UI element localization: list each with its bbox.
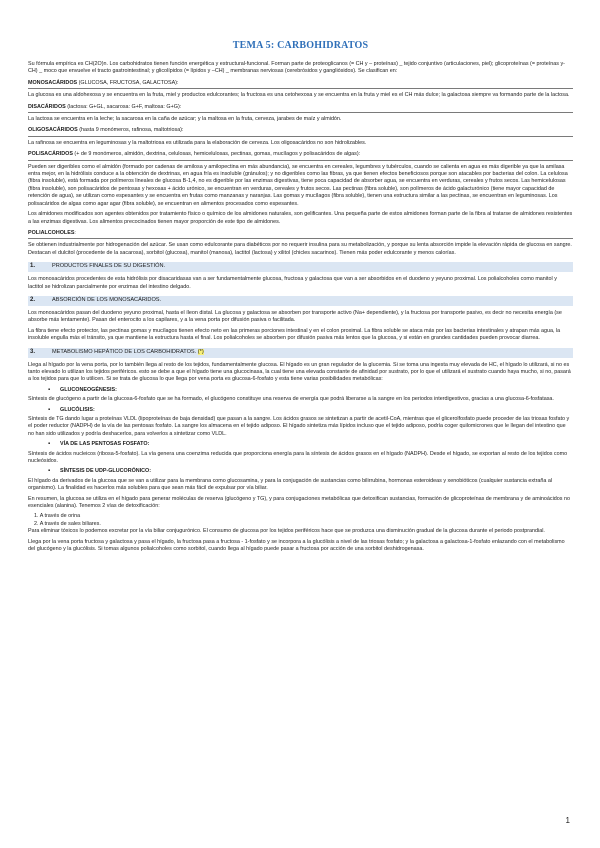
subheading-label: POLISACÁRIDOS	[28, 151, 73, 158]
polialcoholes-paragraph: Se obtienen industrialmente por hidrogenación del azúcar. Se usan como edulcorante para diabéticos por no requerir insulina para su metabolización, y porque su lenta absorción impide la elevación rápida de glucosa en sangre. Destacan el dulcitol (procedente de la sacarosa), sorbitol (glucosa), manitol (manosa), lactitol (lactosa) y xilitol (chicles sacarinos). Tienen más poder edulcorante y menos calorías.	[28, 242, 572, 256]
list-item: 1. A través de orina	[34, 513, 81, 520]
section-label-text: METABOLISMO HEPÁTICO DE LOS CARBOHIDRATOS.	[52, 348, 197, 355]
subheading-oligosacaridos	[28, 126, 573, 136]
highlight-mark: (*)	[197, 348, 204, 355]
section-number: 2.	[30, 297, 36, 304]
bullet-udp-glucoronico: ▪ SÍNTESIS DE UDP-GLUCORÓNICO:	[28, 468, 573, 475]
subheading-detail: (hasta 9 monómeros, rafinosa, maltotriosa):	[77, 127, 184, 134]
section-1-paragraph: Los monosacáridos procedentes de esta hidrólisis por disacaridasas van a ser fundamentalmente glucosa, fructosa y galactosa que van a ser absorbidos en el duodeno y yeyuno proximal. Los polialcoholes como manitol y lactitol se hidrolizan parcialmente por enzimas del intestino delgado.	[28, 276, 557, 290]
intro-paragraph: Su fórmula empírica es CH(2O)n. Los carbohidratos tienen función energética y estructural-funcional. Forman parte de proteoglicanos (= CH y – proteínas) _ tejido conjuntivo (articulaciones, piel); glicoproteínas (= proteínas y- CH) _ moco que envuelve el tracto gastrointestinal; y glicolípidos (= lípidos y –CH) _ membranas nerviosas (cerebrósidos y gangliósidos). Se clasifican en:	[28, 61, 565, 75]
subheading-disacaridos	[28, 103, 573, 113]
udp-paragraph: El hígado da derivados de la glucosa que se van a utilizar para la membrana como glucosamina, y para la conjugación de sustancias como bilirrubina, hormonas esteroideas y xenobióticos (cualquier sustancia extraña al organismo). La finalidad es hacerlos más solubles para que sean más fácil de expulsar por vía biliar.	[28, 477, 553, 492]
subheading-label: POLIALCOHOLES	[28, 229, 75, 236]
polisacaridos-paragraph-1	[28, 164, 573, 208]
bullet-pentosas-fosfato: ▪ VÍA DE LAS PENTOSAS FOSFATO:	[28, 441, 573, 448]
polisacaridos-text-2: digerible por las enzimas digestivas, tiene poca capacidad de absorber agua, se encuentra en verduras, cereales y frutos secos. Las hemicelulosas (fibra insoluble), son polisacáridos de pentosas y hexosas + ácido urónico, se encuentran en verduras, cereales y frutos secos. Las pectinas (fibra soluble), son polímeros de ácido galacturónico (tiene mayor capacidad de retención de agua), se utilizan como espesantes y se encuentra en frutas como manzanas y naranjas. Las gomas y mucílagos (fibra soluble), tienen una estructura similar a las pectinas, se encuentran en leguminosas. Los polisacáridos de algas como agar agar (fibra soluble), se encuentran en alimentos procesados como espesantes.	[28, 178, 566, 207]
subheading-detail: (GLUCOSA, FRUCTOSA, GALACTOSA):	[77, 79, 179, 86]
subheading-monosacaridos	[28, 79, 573, 89]
pentosas-paragraph: Síntesis de ácidos nucleicos (ribosa-5-fosfato). La vía genera una coenzima reducida que proporciona energía para la síntesis de ácidos grasos en el hígado (NADPH). Desde el hígado, se exportan al resto de los tejidos como nucleósidos.	[28, 450, 568, 465]
page-number: 1	[565, 816, 570, 825]
final-paragraph-1: Para eliminar tóxicos lo podemos excretar por la vía biliar conjugurónico. El consumo de glucosa por los tejidos periféricos hace que se produzca una disminución gradual de la glucosa durante el periodo postprandial.	[28, 528, 545, 535]
section-2-paragraph-1: Los monosacáridos pasan del duodeno yeyuno proximal, hasta el íleon distal. La glucosa y galactosa se absorben por transporte activo (Na+ dependiente), y la fructosa por transporte pasivo, es decir no necesita energía (se absorbe más lentamente). Pasan del enterocito a los capilares, y a la vena porta por difusión pasiva o facilitada.	[28, 309, 562, 324]
subheading-label: MONOSACÁRIDOS	[28, 79, 78, 86]
subheading-detail: (+ de 9 monómeros, almidón, dextrina, celulosas, hemicelulosas, pectinas, gomas, mucílagos y polisacáridos de algas):	[72, 151, 361, 158]
summary-paragraph: En resumen, la glucosa se utiliza en el hígado para generar moléculas de reserva (glucógeno y TG), y para conjugaciones metabólicas que detoxifican sustancias, formación de glicoproteínas de membrana y de aminoácidos no esenciales (alanina). Tenemos 2 vías de detoxificación:	[28, 495, 570, 510]
gluconeogenesis-paragraph: Síntesis de glucógeno a partir de la glucosa-6-fosfato que se ha formado, el glucógeno constituye una reserva de energía que podrá liberarse a la sangre en los periodos interdigestivos, gracias a una glucosa-6-fosfatasa.	[28, 396, 554, 403]
subheading-label: OLIGOSACÁRIDOS	[28, 127, 78, 134]
section-heading-1	[28, 262, 573, 272]
subheading-polisacaridos	[28, 150, 573, 160]
subheading-detail: :	[74, 229, 76, 236]
polisacaridos-text-1: Pueden ser digeribles como el almidón (formado por cadenas de amilosa y amilopectina en más abundancia), se encuentra en cereales, legumbres y tubérculos, cuando se calienta en agua es más digerible ya que la amilasa entra mejor, en la hidrólisis conduce a la obtención de dextrinas, en agua fría es insoluble (gránulos); y no digeribles como las fibras, ya que tienen efectos beneficiosos porque son atacables por bacterias del colon. La celulosa (fibra insoluble), está formada por polímeros lineales de glucosa B-1,4, no es	[28, 163, 568, 185]
monosacaridos-paragraph: La glucosa es una aldohexosa y se encuentra en la fruta, miel y productos edulcorantes; la fructosa es una cetohexosa y se encuentra en la fruta y miel es el CH más dulce; la galactosa siempre va formando parte de la lactosa.	[28, 92, 570, 99]
bullet-glucolisis: ▪ GLUCÓLISIS:	[28, 407, 573, 414]
section-heading-2	[28, 296, 573, 306]
section-label: ABSORCIÓN DE LOS MONOSACÁRIDOS.	[52, 297, 162, 304]
list-item: 2. A través de sales biliares.	[34, 520, 101, 527]
section-label	[52, 349, 204, 356]
section-3-paragraph: Llega al hígado por la vena porta, por lo también llega al resto de los tejidos, fundamentalmente glucosa. El hígado es un gran regulador de la glucemia. Si se toma una ingesta muy elevada de HC, el hígado lo utilizará, si no es tanto elevado lo utilizan los tejidos periféricos. esto se debe a que el hígado tiene una glucocinasa, la cual tiene una elevada constante de afinidad por sustrato, por lo que el utilizará el sustrato cuando haya mucho, si no, pasará a los tejidos para que lo utilicen. Si se trata de glucosa lo que llega por vena porta es glucosa-6-fosfato y esta tiene varias posibilidades metabólicas:	[28, 361, 571, 383]
section-heading-3	[28, 348, 573, 358]
bullet-gluconeogenesis: ▪ GLUCONEOGÉNESIS:	[28, 387, 573, 394]
section-number: 3.	[30, 348, 36, 355]
section-2-paragraph-2: La fibra tiene efecto protector, las pectinas gomas y mucílagos tienen efecto neto en las primeras porciones intestinal y en el colon proximal. La fibra soluble se ataca más por las bacterias intestinales y atrapan más agua, la insoluble engulla más el tránsito, ya que mantiene la estructura hasta el final. Los polialcoholes se absorben por difusión pasiva más lentos que la glucosa, y si están en grandes cantidades pueden provocar diarrea.	[28, 327, 561, 342]
oligosacaridos-paragraph: La rafinosa se encuentra en leguminosas y la maltotriosa es utilizada para la elaboración de cerveza. Los oligosacáridos no son hidrolizables.	[28, 139, 367, 146]
section-number: 1.	[30, 263, 36, 270]
subheading-detail: (lactosa: G+GL, sacarosa: G+F, maltosa: G+G):	[65, 103, 182, 110]
glucolisis-paragraph: Síntesis de TG dando lugar a proteínas VLDL (lipoproteínas de baja densidad) que pasan a la sangre. Los ácidos grasos se sintetizan a partir de acetil-CoA, mientras que el glicerolfosfato puede proceder de las triosas fosfato y el poder reductor (NADPH) de la vía de las pentosas fosfato. La sangre los almacena en el tejido adiposo. El hígado sintetiza más lípidos incluso que el tejido adiposo, podría coger quilomicrones que le llegan del intestino que no han sido utilizados y podría deshacerlos, para volverlos a sintetizar como VLDL.	[28, 416, 570, 437]
polisacaridos-paragraph-2: Los almidones modificados son agentes obtenidos por tratamiento físico o químico de los almidones naturales, son gelificantes. Una pequeña parte de estos almidones forman parte de la fibra al tratarse de almidones resistentes a las enzimas digestivas. Los alimentos precocinados tienen mayor proporción de este tipo de almidones.	[28, 211, 573, 225]
subheading-label: DISACÁRIDOS	[28, 103, 66, 110]
page-content	[28, 40, 573, 557]
disacaridos-paragraph: La lactosa se encuentra en la leche; la sacarosa en la caña de azúcar; y la maltosa en la fruta, cerveza, jarabes de maíz y almidón.	[28, 116, 342, 123]
section-label: PRODUCTOS FINALES DE SU DIGESTIÓN.	[52, 263, 166, 270]
final-paragraph-2: Llega por la vena porta fructosa y galactosa y pasa el hígado, la fructosa pasa a fructosa - 1-fosfato y se incorpora a la glucólisis a nivel de las triosas fosfato; y la galactosa a galactosa-1-fosfato enlazando con el metabolismo del glucógeno y la glucólisis. Si tomas algunos polialcoholes como sorbitol, cuando llega al hígado puede pasar a fructosa por acción de una sorbitol deshidrogenasa.	[28, 538, 565, 553]
subheading-polialcoholes	[28, 229, 573, 239]
page-title: TEMA 5: CARBOHIDRATOS	[232, 40, 369, 51]
